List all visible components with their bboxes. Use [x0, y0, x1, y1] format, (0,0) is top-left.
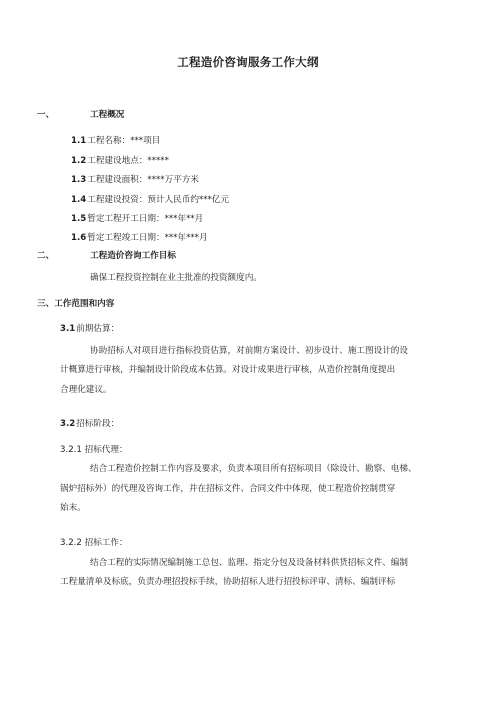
para-3-2-1-line-2: 锅炉招标外）的代理及咨询工作，并在招标文件、合同文件中体现，使工程造价控制贯穿: [60, 484, 396, 494]
item-number: 3.1: [60, 324, 76, 334]
item-text: 工程建设面积：****万平方米: [87, 175, 199, 185]
item-number: 1.5: [71, 214, 87, 224]
para-3-2-1-line-3: 始末。: [60, 503, 86, 513]
item-number: 3.2: [60, 419, 76, 429]
section-1-number: 一、: [37, 110, 55, 120]
item-3-1: [60, 323, 119, 335]
item-number: 1.2: [71, 156, 87, 166]
document-title: 工程造价咨询服务工作大纲: [177, 55, 319, 69]
section-1-title: 工程概况: [90, 110, 125, 120]
item-1-5: [71, 213, 203, 225]
para-3-2-2-line-1: 结合工程的实际情况编制施工总包、监理、指定分包及设备材料供货招标文件、编制: [90, 558, 408, 568]
para-3-1-line-3: 合理化建议。: [60, 385, 112, 395]
para-3-2-1-line-1: 结合工程造价控制工作内容及要求，负责本项目所有招标项目（除设计、勘察、电梯、: [90, 464, 417, 474]
item-1-3: [71, 174, 199, 186]
item-text: 工程建设投资：预计人民币约***亿元: [87, 195, 230, 205]
section-2-text: 确保工程投资控制在业主批准的投资额度内。: [90, 273, 262, 283]
item-3-2: [60, 418, 119, 430]
item-text: 工程建设地点：*****: [87, 156, 169, 166]
item-number: 1.6: [71, 233, 87, 243]
item-3-2-1: 3.2.1 招标代理：: [60, 445, 128, 455]
item-1-6: [71, 232, 208, 244]
para-3-1-line-1: 协助招标人对项目进行指标投资估算，对前期方案设计、初步设计、施工图设计的设: [90, 346, 408, 356]
item-number: 1.4: [71, 195, 87, 205]
section-2-number: 二、: [37, 251, 55, 261]
item-number: 1.1: [71, 136, 87, 146]
para-3-1-line-2: 计概算进行审核，并编制设计阶段成本估算。对设计成果进行审核，从造价控制角度提出: [60, 365, 396, 375]
para-3-2-2-line-2: 工程量清单及标底，负责办理招投标手续，协助招标人进行招投标评审、清标、编制评标: [60, 577, 396, 587]
item-3-2-2: 3.2.2 招标工作：: [60, 538, 128, 548]
item-text: 暂定工程开工日期：***年**月: [87, 214, 204, 224]
item-1-4: [71, 194, 229, 206]
item-text: 工程名称：***项目: [87, 136, 161, 146]
item-number: 1.3: [71, 175, 87, 185]
item-1-1: [71, 135, 160, 147]
item-1-2: [71, 155, 169, 167]
item-text: 招标阶段：: [76, 419, 120, 429]
item-text: 前期估算：: [76, 324, 120, 334]
section-2-title: 工程造价咨询工作目标: [90, 251, 176, 261]
item-text: 暂定工程竣工日期：***年***月: [87, 233, 208, 243]
section-3-title: 三、工作范围和内容: [37, 299, 115, 309]
